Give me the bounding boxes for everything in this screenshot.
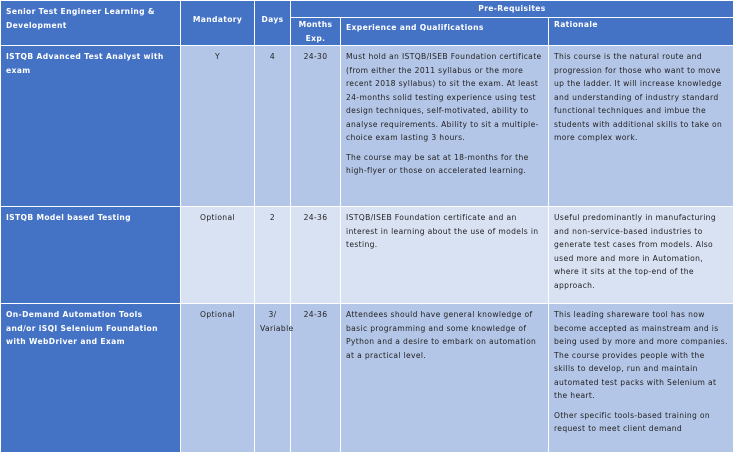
experience-cell <box>341 46 549 207</box>
months-value: 24-36 <box>291 304 341 453</box>
rationale-text: This course is the natural route and progression for those who want to move up the ladder. It will increase knowledge and understanding of industry standard functional techniques and imbue the students with additional skills to take on more complex work. <box>554 50 728 145</box>
mandatory-value: Optional <box>181 304 255 453</box>
rationale-text: This leading shareware tool has now become accepted as mainstream and is being used by more and more companies. The course provides people with the skills to develop, run and maintain automated test packs with Selenium at the heart. <box>554 308 728 403</box>
days-value: 4 <box>255 46 291 207</box>
header-row-top <box>1 1 733 18</box>
rationale-cell <box>549 46 733 207</box>
rationale-header: Rationale <box>549 18 733 46</box>
course-name: On-Demand Automation Tools and/or iSQI Selenium Foundation with WebDriver and Exam <box>1 304 181 453</box>
rationale-text: Useful predominantly in manufacturing and non-service-based industries to generate test cases from models. Also used more and more in Automation, where it sits at the top-end of the approach. <box>554 211 728 292</box>
experience-text: ISTQB/ISEB Foundation certificate and an interest in learning about the use of models in testing. <box>346 211 543 252</box>
rationale-cell <box>549 207 733 304</box>
experience-text: The course may be sat at 18-months for the high-flyer or those on accelerated learning. <box>346 151 543 178</box>
table-row <box>1 207 733 304</box>
months-value: 24-36 <box>291 207 341 304</box>
days-value: 2 <box>255 207 291 304</box>
experience-cell <box>341 304 549 453</box>
days-value: 3/ Variable <box>255 304 291 453</box>
course-name: ISTQB Model based Testing <box>1 207 181 304</box>
mandatory-value: Y <box>181 46 255 207</box>
months-header: Months Exp. <box>291 18 341 46</box>
table-row <box>1 46 733 207</box>
days-header: Days <box>255 1 291 46</box>
mandatory-value: Optional <box>181 207 255 304</box>
experience-header: Experience and Qualifications <box>341 18 549 46</box>
experience-text: Must hold an ISTQB/ISEB Foundation certificate (from either the 2011 syllabus or the more recent 2018 syllabus) to sit the exam. At least 24-months solid testing experience using test design techniques, self-motivated, ability to analyse requirements. Ability to sit a multiple-choice exam lasting 3 hours. <box>346 50 543 145</box>
experience-cell <box>341 207 549 304</box>
rationale-cell <box>549 304 733 453</box>
mandatory-header: Mandatory <box>181 1 255 46</box>
role-header: Senior Test Engineer Learning & Development <box>1 1 181 46</box>
course-name: ISTQB Advanced Test Analyst with exam <box>1 46 181 207</box>
months-value: 24-30 <box>291 46 341 207</box>
table-row <box>1 304 733 453</box>
rationale-text: Other specific tools-based training on request to meet client demand <box>554 409 728 436</box>
experience-text: Attendees should have general knowledge of basic programming and some knowledge of Python and a desire to embark on automation at a practical level. <box>346 308 543 362</box>
prerequisites-header: Pre-Requisites <box>291 1 733 18</box>
